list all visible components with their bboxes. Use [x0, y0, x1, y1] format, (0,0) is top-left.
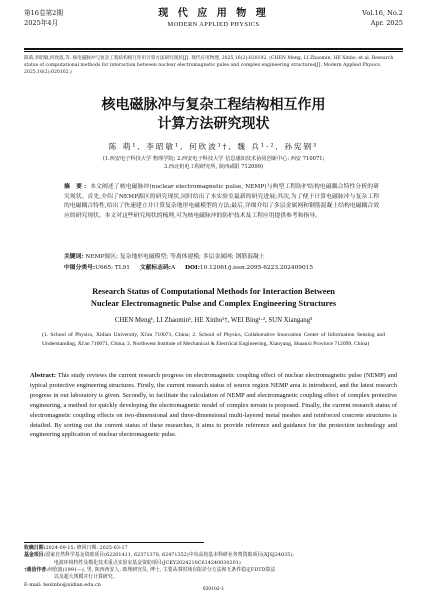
- corresponding-author-label: †通信作者:: [24, 567, 48, 573]
- received-dates: 2024-09-15; 修回日期: 2025-03-17: [45, 545, 128, 551]
- corresponding-email[interactable]: E-mail: hexinbo@xidian.edu.cn: [24, 581, 101, 588]
- keywords-cn-label: 关键词:: [64, 254, 84, 260]
- abstract-cn: [64, 183, 379, 221]
- classification-line: [64, 264, 379, 273]
- doc-code-label: 文献标志码:: [139, 265, 171, 271]
- received-label: 收稿日期:: [24, 545, 46, 551]
- footnote-rule: [24, 542, 204, 543]
- abstract-en: [30, 371, 397, 440]
- corresponding-author-text: 何欣波(1991—), 男, 陕西西安人, 助理研究员, 博士, 主要从事时域有限差分方法和无条件稳定FDTD算法: [47, 567, 276, 573]
- title-cn: [30, 96, 397, 134]
- abstract-cn-text: 本文阐述了核电磁脉冲(nuclear electromagnetic pulse, NEMP)与典型工程防护结构电磁耦合特性分析的研究现状。首先,介绍了NEMP源区的研究现状,同时给出了本实验室最新的研究进展;其次,为了便于计算电磁脉冲与复杂工程的电磁耦合特性,给出了快速建立并计算复杂地形电磁模型的方法;最后,详细介绍了多层金属网和钢筋混凝土结构电磁耦合效应的研究现状。本文对这些研究现状的梳理,可为核电磁脉冲的防护技术及工程应用提供参考和指导。: [64, 184, 379, 219]
- citation-block: [24, 55, 403, 77]
- abstract-en-text: This study reviews the current research progress on electromagnetic coupling effect of nuclear electromagnetic pulse (NEMP) and typical protective engineering structures. Firstly, the current research status of source region NEMP area is introduced, and the latest research progress in our laboratory is given. Secondly, to facilitate the calculation of NEMP and electromagnetic coupling effect of complex protective engineering, a method for quickly developing the electromagnetic model of complex terrain is proposed. Finally, the current research status of electromagnetic coupling effects on two-dimensional and three-dimensional multi-layered metal meshes and reinforced concrete structures is detailed. By sorting out the current status of these researches, it aims to provide reference and guidance for the protection technology and engineering application of nuclear electromagnetic pulse.: [30, 372, 398, 439]
- corresponding-author-text-continued: 以及超大规模并行计算研究。: [54, 574, 118, 581]
- title-en: [40, 286, 387, 310]
- page-header: [24, 8, 403, 48]
- authors-cn: 陈 萌¹, 李昭敏¹, 何欣波¹†, 魏 兵¹·², 孙宪钢³: [108, 142, 319, 151]
- title-cn-line2: 计算方法研究现状: [157, 116, 270, 132]
- doi-label: DOI:: [184, 265, 200, 271]
- clc-value: U665; TL91: [95, 265, 130, 271]
- affiliation-cn-line2: 3.西北机电工程研究所, 陕西咸阳 712099): [163, 164, 264, 171]
- keywords-cn-text: NEMP源区; 复杂地形电磁模型; 等离体建模; 多层金属网; 钢筋混凝土: [85, 254, 265, 260]
- fund-text: 国家自然科学基金资助项目(62201411, 62371378, 62471352)中央高校基本科研业务费资助项目(XJSJ24035);: [45, 552, 294, 559]
- keywords-cn: [64, 253, 379, 262]
- header-rule-thick: [24, 48, 403, 50]
- abstract-en-label: Abstract:: [30, 372, 56, 379]
- title-cn-line1: 核电磁脉冲与复杂工程结构相互作用: [101, 97, 326, 113]
- footnotes: [24, 545, 403, 567]
- title-en-line1: Research Status of Computational Methods for Interaction Between: [92, 287, 335, 296]
- affiliations-cn: [40, 155, 387, 172]
- doc-code-value: A: [170, 265, 176, 271]
- citation-cn: 陈萌,李昭敏,何欣波,等. 核电磁脉冲与复杂工程结构相互作用计算方法研究现状[J]. 现代应用物理, 2025,16(2):020102.: [24, 56, 268, 61]
- authors-en: CHEN Meng¹, LI Zhaomin¹, HE Xinbo¹†, WEI Bing¹·², SUN Xiangang³: [114, 317, 313, 324]
- abstract-cn-label: 摘 要:: [64, 184, 89, 190]
- clc-label: 中图分类号:: [64, 265, 96, 271]
- affiliation-cn-line1: (1.西安电子科技大学 物理学院; 2.西安电子科技大学 信息感知技术协同创新中心: 西安 710071;: [102, 156, 325, 162]
- fund-label: 基金项目:: [24, 552, 46, 559]
- citation-en: (CHEN Meng, LI Zhaomin, HE Xinbo, et al. Research status of computational methods for interaction between nuclear electromagnetic pulse and complex engineering structures[J]. Modern Applied Physics, 2025,16(2):020102.): [24, 56, 394, 76]
- page-number: 020102-1: [202, 586, 225, 592]
- volume-issue-cn: 第16卷第2期: [24, 9, 63, 17]
- fund-text-continued: 电波环境特性及模化技术重点实验室基金资助项目(JCKY2024210C614240030201): [54, 559, 241, 566]
- journal-name-en: MODERN APPLIED PHYSICS: [167, 21, 260, 28]
- header-rule-thin: [24, 51, 403, 52]
- issue-info-en: [362, 8, 403, 28]
- journal-name-cn: 现 代 应 用 物 理: [158, 8, 269, 19]
- affiliations-en: (1. School of Physics, Xidian University, Xi'an 710071, China; 2. School of Physics, Collaborative Innovation Center of Information Sensing and Understanding, Xi'an 710071, China; 3. Northwest Institute of Mechanical & Electrical Engineering, Xianyang, Shaanxi Province 712099, China): [42, 332, 385, 347]
- doi-value: 10.12061/j.issn.2095-6223.202409015: [199, 265, 314, 271]
- title-en-line2: Nuclear Electromagnetic Pulse and Complex Engineering Structures: [90, 299, 337, 308]
- date-cn: 2025年4月: [24, 19, 59, 27]
- volume-issue-en: Vol.16, No.2: [362, 9, 403, 17]
- journal-name: [24, 8, 403, 30]
- date-en: Apr. 2025: [370, 19, 403, 27]
